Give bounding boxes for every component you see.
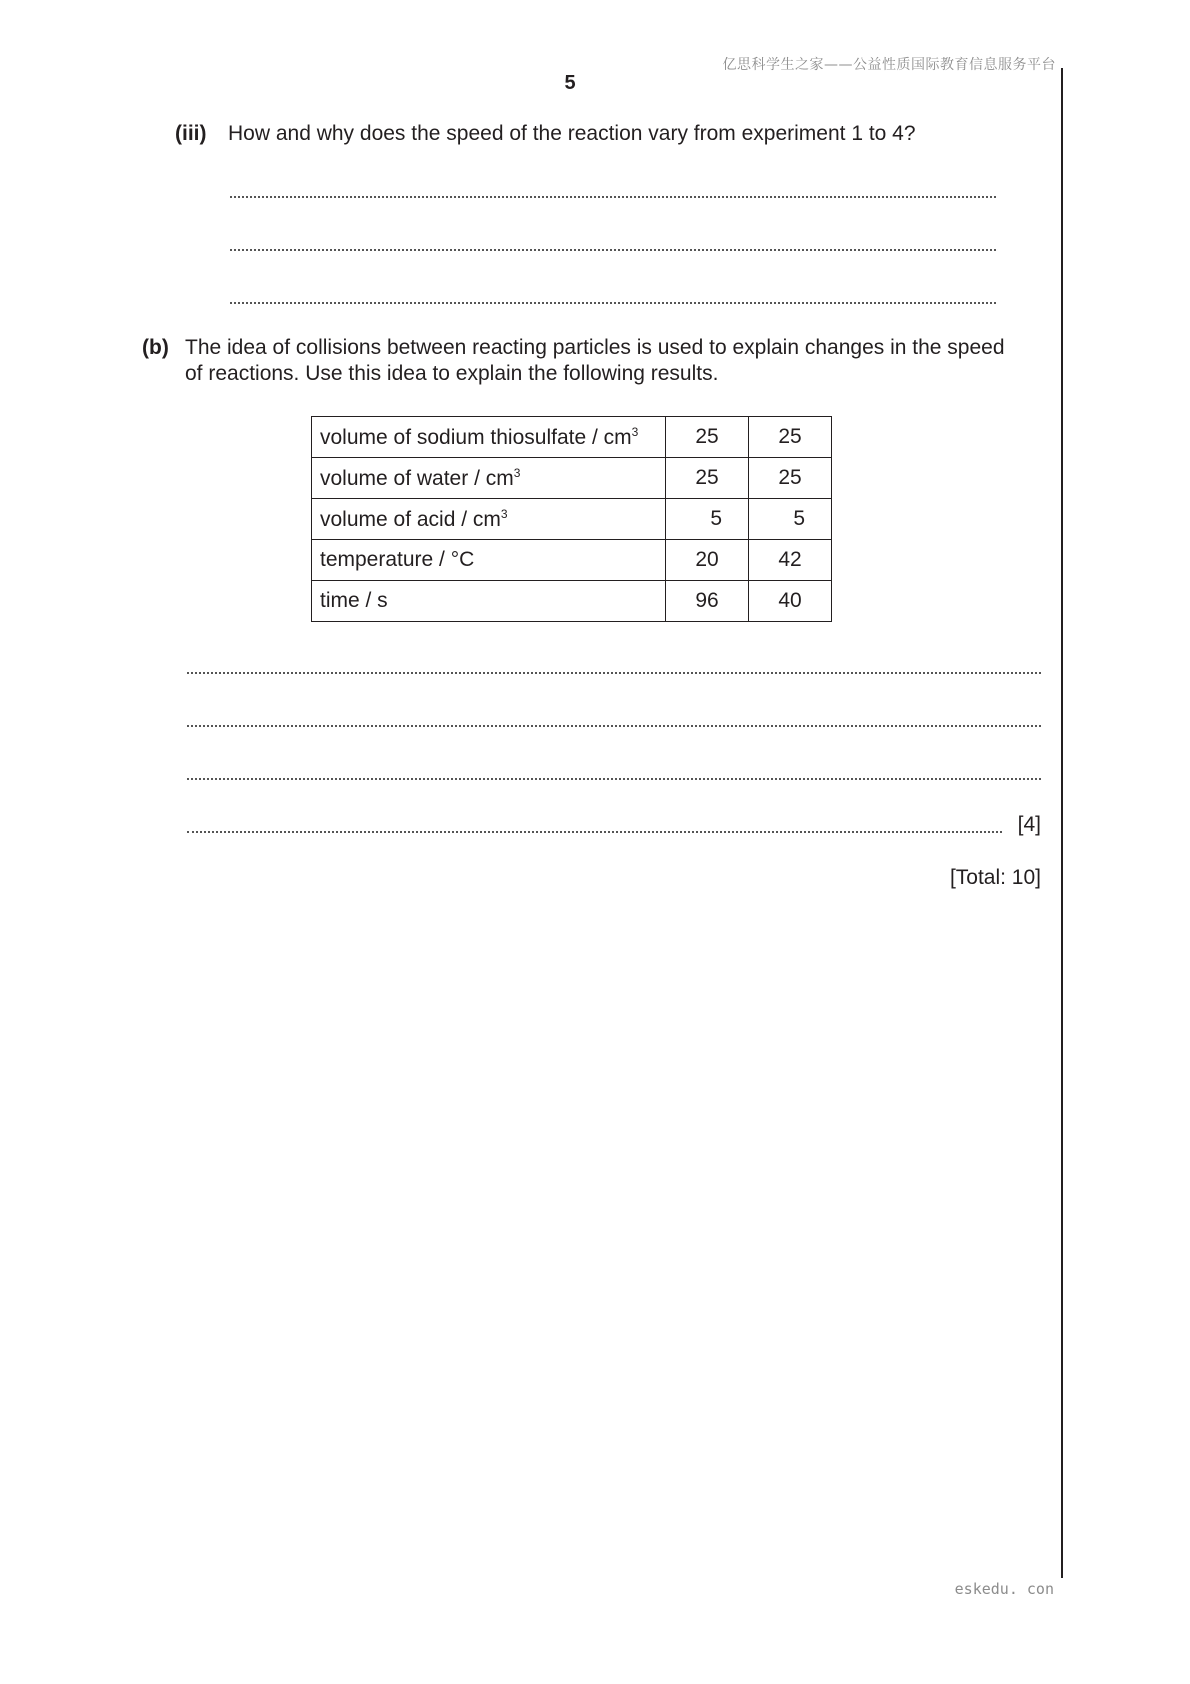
answer-line-iii-1[interactable]: [230, 196, 996, 198]
row-label: temperature / °C: [312, 540, 666, 581]
answer-line-b-3[interactable]: [187, 778, 1041, 780]
question-iii-text: How and why does the speed of the reaction vary from experiment 1 to 4?: [228, 122, 916, 145]
margin-line: [1061, 68, 1063, 1578]
row-value-1: 20: [666, 540, 749, 581]
answer-line-b-4[interactable]: [187, 831, 1002, 833]
watermark: 亿思科学生之家——公益性质国际教育信息服务平台: [722, 57, 1056, 73]
row-label: volume of acid / $cm^3$: [312, 499, 666, 540]
row-value-2: 5: [749, 499, 832, 540]
answer-line-b-2[interactable]: [187, 725, 1041, 727]
total-marks: [Total: 10]: [949, 866, 1041, 889]
table-row: [312, 540, 832, 581]
results-table: [311, 416, 832, 622]
marks-label: [4]: [1017, 813, 1041, 836]
row-value-2: 25: [749, 417, 832, 458]
question-b-text-line-1: The idea of collisions between reacting particles is used to explain changes in the speed: [185, 336, 1005, 359]
table-row: [312, 499, 832, 540]
row-label: volume of water / $cm^3$: [312, 458, 666, 499]
row-value-1: 5: [666, 499, 749, 540]
row-label: time / s: [312, 581, 666, 622]
row-label: volume of sodium thiosulfate / $cm^3$: [312, 417, 666, 458]
row-value-2: 42: [749, 540, 832, 581]
footer-url: eskedu. con: [954, 1580, 1054, 1598]
table-row: [312, 417, 832, 458]
row-value-1: 96: [666, 581, 749, 622]
question-iii-number: (iii): [175, 122, 207, 145]
row-value-1: 25: [666, 417, 749, 458]
row-value-2: 25: [749, 458, 832, 499]
question-b-number: (b): [142, 336, 169, 359]
page-number: 5: [564, 72, 576, 94]
question-b-text-line-2: of reactions. Use this idea to explain the following results.: [185, 362, 719, 385]
table-row: [312, 458, 832, 499]
row-value-2: 40: [749, 581, 832, 622]
question-iii: [175, 122, 916, 146]
answer-line-b-1[interactable]: [187, 672, 1041, 674]
answer-line-iii-2[interactable]: [230, 249, 996, 251]
table-row: [312, 581, 832, 622]
answer-line-iii-3[interactable]: [230, 302, 996, 304]
row-value-1: 25: [666, 458, 749, 499]
question-b-text: [185, 335, 1055, 387]
